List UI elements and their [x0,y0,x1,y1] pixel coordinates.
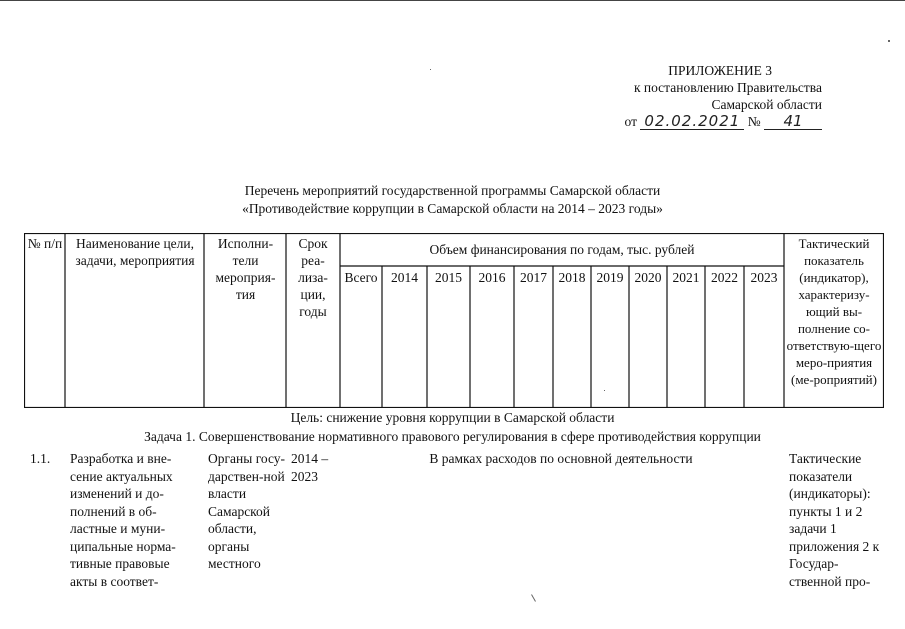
row-indicator: Тактические показатели (индикаторы): пункты 1 и 2 задачи 1 приложения 2 к Государ-ственной про- [789,451,880,589]
title-line2: «Противодействие коррупции в Самарской области на 2014 – 2023 годы» [242,201,663,216]
row-executors: Органы госу-дарствен-ной власти Самарской области, органы местного [208,451,286,571]
appendix-line2: Самарской области [711,97,822,112]
header-indicator: Тактический показатель (индикатор), характеризу-ющий вы-полнение со-ответствую-щего меро-приятия (ме-роприятий) [786,236,882,387]
year-col-2015: 2015 [435,270,462,285]
row-number: 1.1. [30,451,51,466]
header-name: Наименование цели, задачи, мероприятия [75,236,195,268]
year-col-2020: 2020 [634,270,662,285]
date-prefix: от [624,114,637,129]
row-funding: В рамках расходов по основной деятельности [429,451,693,466]
year-col-2023: 2023 [750,270,778,285]
appendix-line1: к постановлению Правительства [633,80,822,95]
goal-heading: Цель: снижение уровня коррупции в Самарской области [290,410,615,425]
handwritten-date: 02.02.2021 [640,113,744,130]
scan-speck [888,40,890,42]
header-table [24,233,884,408]
title-line1: Перечень мероприятий государственной программы Самарской области [244,183,661,198]
header-executors: Исполни-тели мероприя-тия [215,236,276,302]
row-term: 2014 – 2023 [291,451,329,484]
document-title [0,182,905,218]
task-heading: Задача 1. Совершенствование нормативного правового регулирования в сфере противодействия коррупции [144,429,761,444]
scan-edge-line [0,0,905,1]
header-term: Срок реа-лиза-ции, годы [298,236,328,319]
header-funding: Объем финансирования по годам, тыс. рублей [429,242,695,257]
year-col-2014: 2014 [391,270,418,285]
number-prefix: № [747,114,761,129]
header-num: № п/п [27,236,63,251]
year-col-2021: 2021 [672,270,700,285]
year-col-total: Всего [344,270,378,285]
year-col-2016: 2016 [478,270,506,285]
scan-speck [531,594,536,601]
handwritten-number: 41 [764,113,822,130]
year-col-2022: 2022 [711,270,738,285]
year-col-2018: 2018 [558,270,586,285]
year-col-2017: 2017 [520,270,547,285]
scan-speck [604,390,605,391]
appendix-block [560,62,822,130]
appendix-title: ПРИЛОЖЕНИЕ 3 [668,63,772,78]
row-name: Разработка и вне-сение актуальных изменений и до-полнений в об-ластные и муни-ципальные норма-тивные правовые акты в соответ- [70,451,176,589]
year-col-2019: 2019 [596,270,624,285]
appendix-date-line [560,113,822,130]
scan-speck [430,69,431,70]
